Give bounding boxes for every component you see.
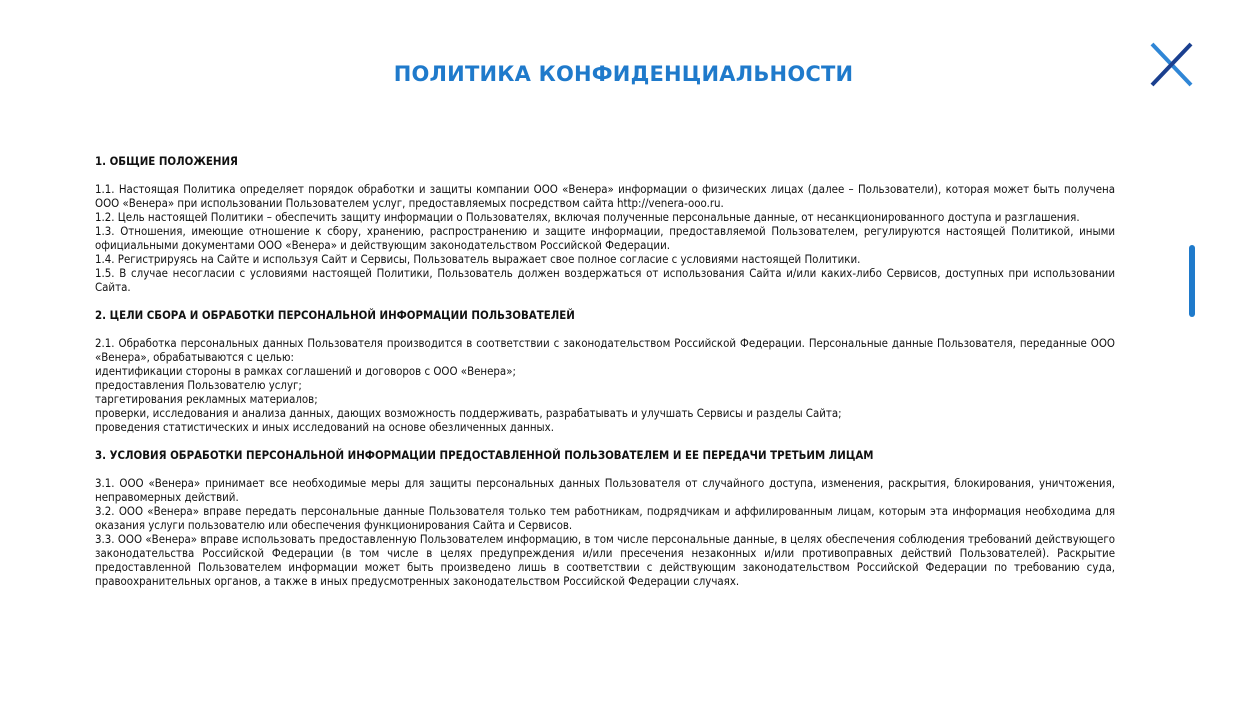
section-heading: 1. ОБЩИЕ ПОЛОЖЕНИЯ [95, 154, 238, 168]
list-item: предоставления Пользователю услуг; [95, 378, 302, 392]
paragraph: 2.1. Обработка персональных данных Пользователя производится в соответствии с законодательством Российской Федерации. Персональные данные Пользователя, переданные ООО «Венера», обрабатываются с целью: [95, 336, 1115, 364]
list-item: проверки, исследования и анализа данных, дающих возможность поддерживать, разрабатывать и улучшать Сервисы и разделы Сайта; [95, 406, 842, 420]
list-item: идентификации стороны в рамках соглашений и договоров с ООО «Венера»; [95, 364, 516, 378]
paragraph: 1.3. Отношения, имеющие отношение к сбору, хранению, распространению и защите информации, предоставляемой Пользователем, регулируются настоящей Политикой, иными официальными документами ООО «Венера» и действующим законодательством Российской Федерации. [95, 224, 1115, 252]
paragraph: 1.2. Цель настоящей Политики – обеспечить защиту информации о Пользователях, включая полученные персональные данные, от несанкционированного доступа и разглашения. [95, 210, 1080, 224]
policy-section [95, 154, 1115, 294]
section-heading: 3. УСЛОВИЯ ОБРАБОТКИ ПЕРСОНАЛЬНОЙ ИНФОРМАЦИИ ПРЕДОСТАВЛЕННОЙ ПОЛЬЗОВАТЕЛЕМ И ЕЕ ПЕРЕДАЧИ ТРЕТЬИМ ЛИЦАМ [95, 448, 874, 462]
close-x-icon [1145, 39, 1197, 91]
section-heading: 2. ЦЕЛИ СБОРА И ОБРАБОТКИ ПЕРСОНАЛЬНОЙ ИНФОРМАЦИИ ПОЛЬЗОВАТЕЛЕЙ [95, 308, 575, 322]
policy-section [95, 448, 1115, 588]
section-body [95, 336, 1115, 434]
paragraph: 1.5. В случае несогласии с условиями настоящей Политики, Пользователь должен воздержаться от использования Сайта и/или каких-либо Сервисов, доступных при использовании Сайта. [95, 266, 1115, 294]
paragraph: 1.4. Регистрируясь на Сайте и используя Сайт и Сервисы, Пользователь выражает свое полное согласие с условиями настоящей Политики. [95, 252, 861, 266]
paragraph: 1.1. Настоящая Политика определяет порядок обработки и защиты компании ООО «Венера» информации о физических лицах (далее – Пользователи), которая может быть получена ООО «Венера» при использовании Пользователем услуг, предоставляемых посредством сайта http://venera-ooo.ru. [95, 182, 1115, 210]
paragraph: 3.1. ООО «Венера» принимает все необходимые меры для защиты персональных данных Пользователя от случайного доступа, изменения, раскрытия, блокирования, уничтожения, неправомерных действий. [95, 476, 1115, 504]
paragraph: 3.3. ООО «Венера» вправе использовать предоставленную Пользователем информацию, в том числе персональные данные, в целях обеспечения соблюдения требований действующего законодательства Российской Федерации (в том числе в целях предупреждения и/или пресечения незаконных и/или противоправных действий Пользователей). Раскрытие предоставленной Пользователем информации может быть произведено лишь в соответствии с действующим законодательством Российской Федерации по требованию суда, правоохранительных органов, а также в иных предусмотренных законодательством Российской Федерации случаях. [95, 532, 1115, 588]
paragraph: 3.2. ООО «Венера» вправе передать персональные данные Пользователя только тем работникам, подрядчикам и аффилированным лицам, которым эта информация необходима для оказания услуги пользователю или обеспечения функционирования Сайта и Сервисов. [95, 504, 1115, 532]
section-body [95, 476, 1115, 588]
close-button[interactable] [1145, 39, 1197, 91]
list-item: таргетирования рекламных материалов; [95, 392, 318, 406]
page-title: ПОЛИТИКА КОНФИДЕНЦИАЛЬНОСТИ [393, 62, 854, 86]
section-body [95, 182, 1115, 294]
policy-content [95, 154, 1115, 602]
policy-section [95, 308, 1115, 434]
list-item: проведения статистических и иных исследований на основе обезличенных данных. [95, 420, 554, 434]
scrollbar-thumb[interactable] [1189, 245, 1195, 317]
